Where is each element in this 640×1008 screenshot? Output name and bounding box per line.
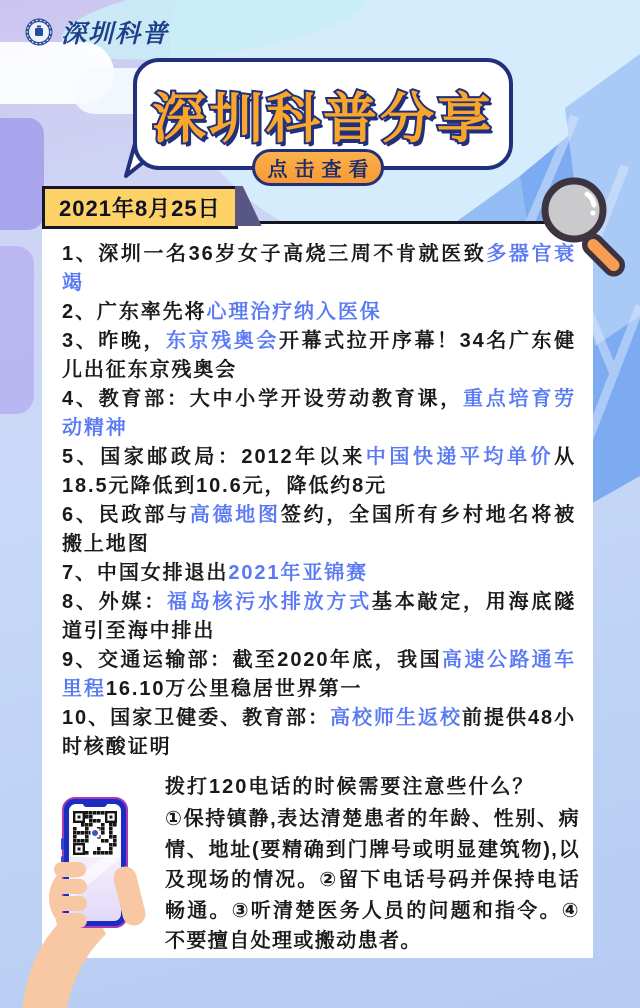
news-text: 1、深圳一名36岁女子高烧三周不肯就医致 bbox=[62, 243, 487, 265]
news-link[interactable]: 高德地图 bbox=[189, 504, 281, 526]
news-text: 4、教育部：大中小学开设劳动教育课， bbox=[62, 388, 464, 410]
notes-question: 拨打120电话的时候需要注意些什么？ bbox=[165, 776, 535, 798]
news-item bbox=[62, 646, 576, 704]
news-item bbox=[62, 298, 576, 327]
purple-block-shape bbox=[0, 118, 44, 230]
news-text: 6、民政部与 bbox=[62, 504, 190, 526]
news-text: 开幕式拉开序幕！34名广东健儿出征东京残奥会 bbox=[62, 330, 577, 381]
news-item bbox=[62, 704, 576, 762]
news-text: 2、广东率先将 bbox=[62, 301, 207, 323]
notes-block bbox=[165, 772, 580, 957]
date-badge bbox=[42, 186, 238, 229]
news-text: 5、国家邮政局：2012年以来 bbox=[62, 446, 366, 468]
shenzhen-kepu-seal-icon bbox=[24, 17, 54, 47]
news-link[interactable]: 中国快递平均单价 bbox=[365, 446, 555, 468]
news-text: 7、中国女排退出 bbox=[62, 562, 229, 584]
purple-block-shape bbox=[0, 246, 34, 414]
page-title: 深圳科普分享 bbox=[152, 88, 494, 149]
news-text: 签约，全国所有乡村地名将被搬上地图 bbox=[62, 504, 576, 555]
notes-body: ①保持镇静,表达清楚患者的年龄、性别、病情、地址(要精确到门牌号或明显建筑物),以及现场的情况。②留下电话号码并保持电话畅通。③听清楚医务人员的问题和指令。④不要擅自处理或搬动患者。 bbox=[165, 808, 580, 952]
news-item bbox=[62, 443, 576, 501]
news-text: 前提供48小时核酸证明 bbox=[62, 707, 576, 758]
magnifier-icon bbox=[534, 166, 640, 282]
brand-logo-text: 深圳科普 bbox=[61, 19, 170, 48]
news-link[interactable]: 心理治疗纳入医保 bbox=[206, 301, 382, 323]
news-item bbox=[62, 588, 576, 646]
news-link[interactable]: 重点培育劳动精神 bbox=[62, 388, 577, 439]
view-more-button[interactable]: 点击查看 bbox=[252, 149, 384, 186]
news-item bbox=[62, 240, 576, 298]
news-link[interactable]: 高速公路通车里程 bbox=[62, 649, 577, 700]
news-text: 8、外媒： bbox=[62, 591, 167, 613]
news-link[interactable]: 福岛核污水排放方式 bbox=[166, 591, 372, 613]
news-link[interactable]: 2021年亚锦赛 bbox=[228, 562, 369, 584]
news-item bbox=[62, 327, 576, 385]
date-text: 2021年8月25日 bbox=[59, 196, 221, 221]
news-text: 10、国家卫健委、教育部： bbox=[62, 707, 331, 729]
news-item bbox=[62, 385, 576, 443]
news-link[interactable]: 高校师生返校 bbox=[330, 707, 462, 729]
hand-holding-phone-illustration bbox=[20, 780, 170, 1008]
news-text: 从18.5元降低到10.6元，降低约8元 bbox=[62, 446, 576, 497]
news-list bbox=[62, 240, 576, 762]
brand-logo bbox=[24, 14, 169, 50]
qr-code bbox=[71, 809, 119, 857]
news-text: 16.10万公里稳居世界第一 bbox=[105, 678, 363, 700]
content-card bbox=[42, 221, 593, 958]
news-item bbox=[62, 501, 576, 559]
news-item bbox=[62, 559, 576, 588]
news-link[interactable]: 多器官衰竭 bbox=[62, 243, 576, 294]
news-link[interactable]: 东京残奥会 bbox=[166, 330, 279, 352]
footer-section bbox=[42, 772, 593, 957]
news-text: 3、昨晚， bbox=[62, 330, 167, 352]
news-text: 9、交通运输部：截至2020年底，我国 bbox=[62, 649, 443, 671]
news-text: 基本敲定，用海底隧道引至海中排出 bbox=[62, 591, 576, 642]
